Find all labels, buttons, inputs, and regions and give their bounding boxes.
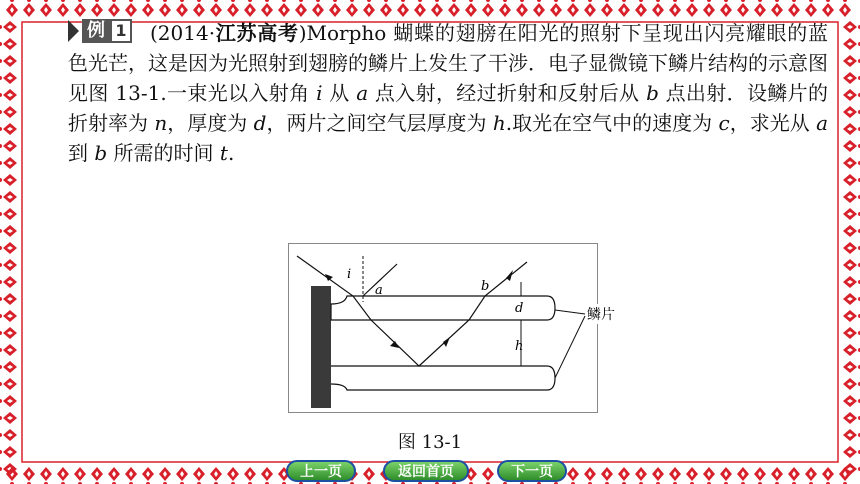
border-ornament (176, 0, 188, 17)
text-segment: . (227, 141, 235, 165)
border-ornament (843, 89, 860, 101)
border-ornament (843, 344, 860, 356)
border-ornament (57, 0, 69, 17)
border-ornament (40, 0, 52, 17)
border-ornament (822, 467, 834, 484)
border-ornament (843, 38, 860, 50)
example-badge (68, 18, 132, 44)
border-ornament (363, 0, 375, 17)
label-b: b (481, 279, 490, 294)
border-ornament (550, 0, 562, 17)
var-a: a (356, 81, 369, 105)
border-ornament (843, 378, 860, 390)
border-ornament (843, 310, 860, 322)
border-ornament (0, 242, 17, 254)
border-ornament (482, 0, 494, 17)
label-i: i (347, 267, 352, 282)
scale-diagram (288, 243, 615, 413)
leader-line (555, 316, 585, 378)
border-ornament (312, 0, 324, 17)
badge-label: 例 (82, 19, 110, 43)
border-ornament (210, 0, 222, 17)
border-ornament (843, 191, 860, 203)
border-ornament (142, 0, 154, 17)
border-ornament (0, 344, 17, 356)
border-ornament (244, 0, 256, 17)
wall (311, 286, 331, 408)
border-ornament (720, 0, 732, 17)
border-ornament (805, 467, 817, 484)
border-ornament (567, 467, 579, 484)
border-ornament (843, 21, 860, 33)
home-button[interactable]: 返回首页 (383, 460, 469, 482)
text-segment: .取光在空气中的速度为 (505, 111, 719, 135)
border-ornament (397, 0, 409, 17)
border-ornament (74, 0, 86, 17)
label-d: d (515, 301, 524, 316)
text-segment: 所需的时间 (107, 141, 220, 165)
border-ornament (23, 467, 35, 484)
border-ornament (686, 0, 698, 17)
border-ornament (843, 174, 860, 186)
arrow-icon (390, 341, 399, 348)
border-ornament (0, 191, 17, 203)
border-ornament (0, 310, 17, 322)
border-ornament (0, 106, 17, 118)
var-n: n (154, 111, 168, 135)
border-ornament (843, 276, 860, 288)
var-b: b (646, 81, 659, 105)
border-ornament (0, 72, 17, 84)
source-name: 江苏高考 (215, 21, 299, 45)
border-ornament (601, 0, 613, 17)
border-ornament (843, 242, 860, 254)
border-ornament (843, 106, 860, 118)
text-segment: Morpho 蝴蝶的翅膀在阳光的照射下呈现出闪亮耀眼的蓝色光芒，这是因为光照射到翅膀的鳞片上发生了干涉．电子显微镜下鳞片结构的示意图见图 13-1.一束光以入射角 (68, 21, 829, 105)
var-b: b (94, 141, 108, 165)
var-c: c (718, 111, 730, 135)
border-ornament (159, 467, 171, 484)
text-segment: 点出射．设鳞片的折射率为 (68, 81, 828, 135)
border-ornament (57, 467, 69, 484)
prev-page-button[interactable]: 上一页 (286, 460, 356, 482)
border-ornament (329, 0, 341, 17)
text-segment: ，求光从 (729, 111, 817, 135)
border-ornament (363, 467, 375, 484)
border-ornament (108, 0, 120, 17)
border-ornament (601, 467, 613, 484)
border-ornament (720, 467, 732, 484)
border-ornament (843, 123, 860, 135)
border-ornament (499, 0, 511, 17)
border-ornament (261, 467, 273, 484)
border-ornament (91, 0, 103, 17)
border-ornament (0, 208, 17, 220)
badge-arrow-icon (68, 20, 79, 42)
border-ornament (193, 467, 205, 484)
border-ornament (686, 467, 698, 484)
border-ornament (788, 467, 800, 484)
border-ornament (6, 0, 18, 17)
border-ornament (108, 467, 120, 484)
border-ornament (669, 0, 681, 17)
text-segment: 点入射，经过折射和反射后从 (368, 81, 647, 105)
border-ornament (703, 467, 715, 484)
border-ornament (40, 467, 52, 484)
border-ornament (0, 276, 17, 288)
border-ornament (91, 467, 103, 484)
border-ornament (0, 55, 17, 67)
source-prefix: (2014· (150, 21, 216, 45)
border-ornament (669, 467, 681, 484)
border-ornament (0, 174, 17, 186)
border-ornament (788, 0, 800, 17)
border-ornament (843, 225, 860, 237)
border-ornament (843, 259, 860, 271)
border-ornament (737, 467, 749, 484)
border-ornament (843, 72, 860, 84)
border-ornament (0, 21, 17, 33)
border-ornament (0, 327, 17, 339)
problem-text (68, 18, 828, 168)
border-ornament (380, 0, 392, 17)
source-suffix: ) (298, 21, 307, 45)
border-ornament (754, 467, 766, 484)
border-ornament (227, 467, 239, 484)
var-h: h (492, 111, 506, 135)
border-ornament (618, 467, 630, 484)
border-ornament (0, 38, 17, 50)
border-ornament (278, 0, 290, 17)
text-segment: 从 (322, 81, 357, 105)
arrow-icon (506, 270, 513, 281)
border-ornament (0, 140, 17, 152)
text-segment: ，厚度为 (167, 111, 254, 135)
border-ornament (516, 0, 528, 17)
var-t: t (219, 141, 228, 165)
border-ornament (261, 0, 273, 17)
border-ornament (176, 467, 188, 484)
border-ornament (142, 467, 154, 484)
border-ornament (754, 0, 766, 17)
border-ornament (843, 208, 860, 220)
leader-line (555, 310, 585, 314)
border-ornament (465, 0, 477, 17)
border-ornament (74, 467, 86, 484)
border-ornament (843, 293, 860, 305)
border-ornament (159, 0, 171, 17)
border-ornament (843, 412, 860, 424)
border-ornament (244, 467, 256, 484)
border-ornament (448, 0, 460, 17)
border-ornament (805, 0, 817, 17)
border-ornament (0, 395, 17, 407)
label-a: a (375, 283, 383, 298)
border-ornament (0, 157, 17, 169)
var-d: d (253, 111, 267, 135)
border-ornament (346, 0, 358, 17)
lower-scale (331, 366, 555, 390)
text-segment: ，两片之间空气层厚度为 (266, 111, 493, 135)
border-ornament (703, 0, 715, 17)
border-ornament (635, 467, 647, 484)
diagram-svg (289, 244, 597, 412)
border-ornament (210, 467, 222, 484)
border-ornament (771, 0, 783, 17)
border-ornament (482, 467, 494, 484)
border-ornament (843, 463, 860, 475)
border-ornament (533, 0, 545, 17)
border-ornament (431, 0, 443, 17)
border-ornament (0, 259, 17, 271)
border-ornament (567, 0, 579, 17)
problem-content (68, 18, 828, 168)
border-ornament (843, 327, 860, 339)
label-h: h (515, 339, 524, 354)
border-ornament (414, 0, 426, 17)
border-ornament (618, 0, 630, 17)
border-ornament (125, 0, 137, 17)
label-scale: 鳞片 (587, 304, 615, 324)
border-ornament (584, 0, 596, 17)
border-ornament (0, 293, 17, 305)
badge-number: 1 (110, 19, 132, 43)
border-ornament (23, 0, 35, 17)
border-ornament (193, 0, 205, 17)
figure-caption: 图 13-1 (397, 432, 463, 453)
border-ornament (839, 0, 851, 17)
border-ornament (771, 467, 783, 484)
border-ornament (652, 467, 664, 484)
border-ornament (822, 0, 834, 17)
border-ornament (0, 361, 17, 373)
border-ornament (0, 378, 17, 390)
border-ornament (0, 225, 17, 237)
border-ornament (125, 467, 137, 484)
border-ornament (737, 0, 749, 17)
border-ornament (0, 412, 17, 424)
border-ornament (227, 0, 239, 17)
var-a: a (816, 111, 829, 135)
next-page-button[interactable]: 下一页 (497, 460, 567, 482)
border-ornament (843, 361, 860, 373)
var-i: i (316, 81, 323, 105)
border-ornament (652, 0, 664, 17)
border-ornament (0, 89, 17, 101)
border-ornament (843, 157, 860, 169)
border-ornament (843, 140, 860, 152)
border-ornament (635, 0, 647, 17)
border-ornament (295, 0, 307, 17)
border-ornament (0, 123, 17, 135)
border-ornament (584, 467, 596, 484)
border-ornament (843, 395, 860, 407)
arrow-icon (443, 337, 450, 347)
text-segment: 到 (68, 141, 95, 165)
border-ornament (843, 55, 860, 67)
